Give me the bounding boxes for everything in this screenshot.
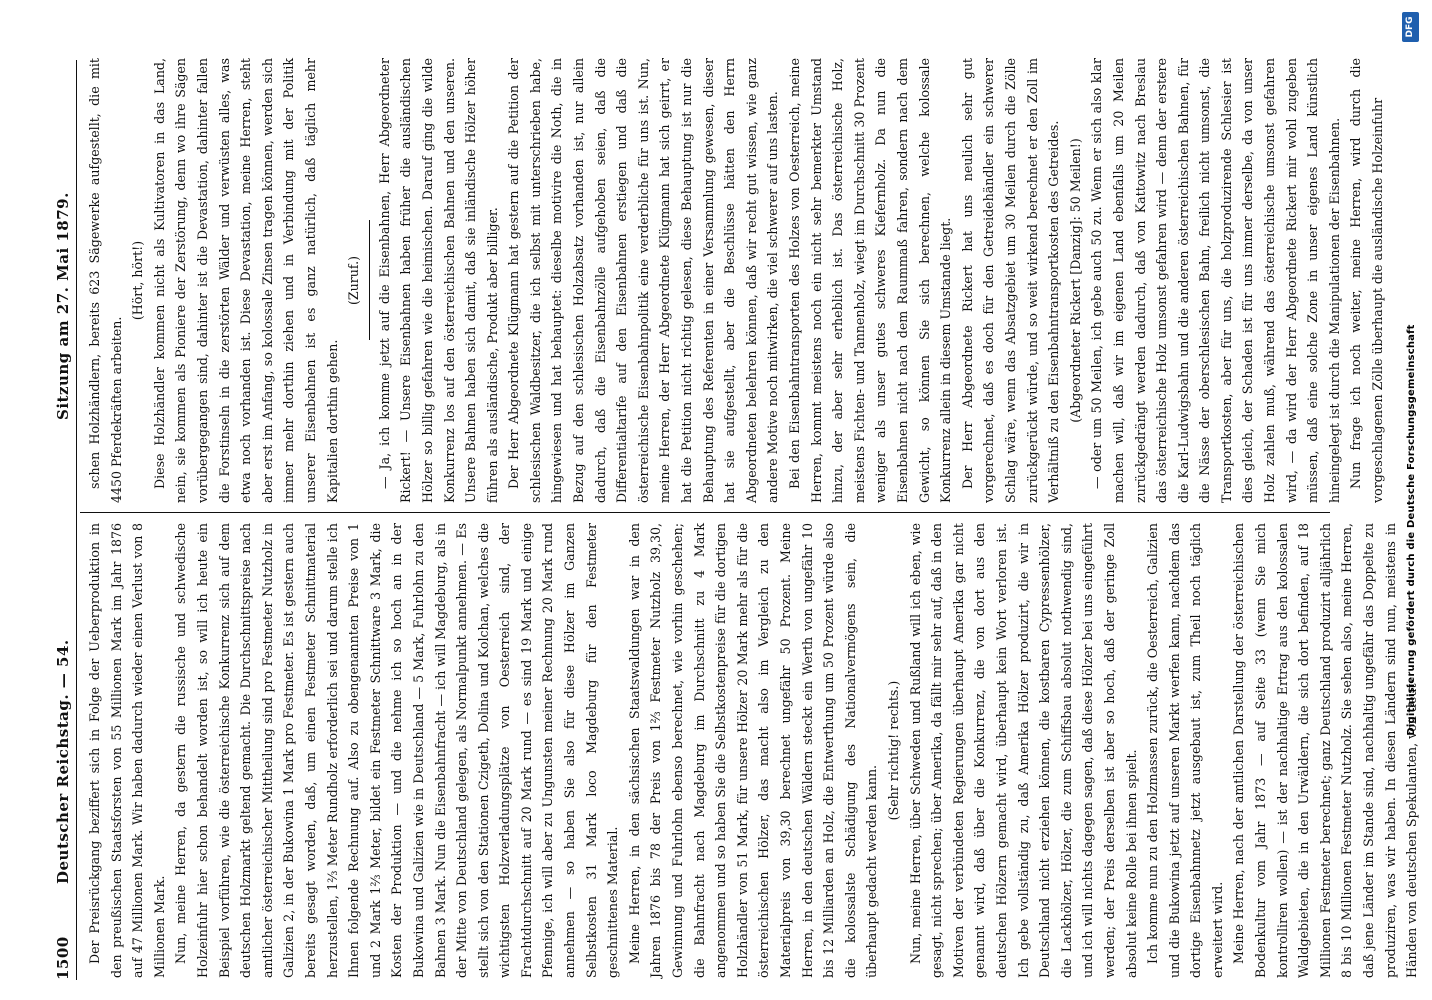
paragraph: schen Holzhändlern, bereits 623 Sägewerke aufgestellt, die mit 4450 Pferdekräften arbeiten. <box>87 58 124 503</box>
paragraph: Bei den Eisenbahntransporten des Holzes von Oesterreich, meine Herren, kommt meistens noch ein nicht sehr bemerkter Umstand hinzu, der aber sehr erheblich ist. Das österreichische Holz, meistens Fichten- und Tannenholz, wiegt im Durchschnitt 30 Prozent weniger als unser gutes schweres Kiefernholz. Da nun die Eisenbahnen nicht nach dem Raummaß fahren, sondern nach dem Gewicht, so können Sie sich berechnen, welche kolossale Konkurrenz allein in diesem Umstande liegt. <box>787 58 954 503</box>
paragraph: — Ja, ich komme jetzt auf die Eisenbahnen, Herr Abgeordneter Rickert! — Unsere Eisenbahnen haben früher die ausländischen Hölzer so billig gefahren wie die heimischen. Darauf ging die wilde Konkurrenz los auf den österreichischen Bahnen und den unseren. Unsere Bahnen haben sich damit, daß sie inländische Hölzer höher führen als ausländische, Produkt aber billiger. <box>376 58 500 503</box>
header-title-left: Deutscher Reichstag. — 54. <box>54 639 72 884</box>
paragraph: Nun, meine Herren, über Schweden und Rußland will ich eben, wie gesagt, nicht sprechen; über Amerika, da fällt mir sehr auf, daß in den Motiven der verbündeten Regierungen überhaupt Amerika gar nicht genannt wird, daß über die Konkurrenz, die von dort aus den deutschen Hölzern gemacht wird, überhaupt kein Wort verloren ist. Ich gebe vollständig zu, daß Amerika Hölzer produzirt, die wir in Deutschland nicht erziehen können, die kostbaren Cypressenhölzer, die Lackhölzer, Hölzer, die zum Schiffsbau absolut nothwendig sind, und ich will nichts dagegen sagen, daß diese Hölzer bei uns eingeführt werden; der Preis derselben ist aber so hoch, daß der geringe Zoll absolut keine Rolle bei ihnen spielt. <box>907 523 1139 978</box>
interjection: (Hört, hört!) <box>130 240 146 321</box>
column-divider <box>80 512 1330 513</box>
paragraph: Der Herr Abgeordnete Klügmann hat gestern auf die Petition der schlesischen Waldbesitzer, die ich selbst mit unterschrieben habe, hingewiesen und hat behauptet: dieselbe motivire die Noth, die in Bezug auf den schlesischen Holzabsatz vorhanden ist, nur allein dadurch, daß die Eisenbahnzölle aufgehoben seien, daß die Differentialtarife auf den Eisenbahnen erstiegen und daß die österreichische Eisenbahnpolitik eine verderbliche für uns ist. Nun, meine Herren, der Herr Abgeordnete Klügmann hat sich geirrt, er hat die Petition nicht richtig gelesen, diese Behauptung ist nur die Behauptung des Referenten in einer Versammlung gewesen, dieser hat sie aufgestellt, aber die Beschlüsse hätten den Herrn Abgeordneten belehren können, daß wir recht gut wissen, wie ganz andere Motive noch mitwirken, die viel schwerer auf uns lasten. <box>506 58 781 503</box>
paragraph: Meine Herren, in den sächsischen Staatswaldungen war in den Jahren 1876 bis 78 der Preis von 1⅔ Festmeter Nutzholz 39,30, Gewinnung und Fuhrlohn ebenso berechnet, wie vorhin geschehen; die Bahnfracht nach Magdeburg im Durchschnitt zu 4 Mark angenommen und so haben Sie die Selbstkostenpreise für die dortigen Holzhändler von 51 Mark, für unsere Hölzer 20 Mark mehr als für die österreichischen Hölzer, das macht also im Vergleich zu den Materialpreis von 39,30 berechnet ungefähr 50 Prozent. Meine Herren, in den deutschen Wäldern steckt ein Werth von ungefähr 10 bis 12 Milliarden an Holz, die Entwerthung um 50 Prozent würde also die kolossalste Schädigung des Nationalvermögens sein, die überhaupt gedacht werden kann. <box>626 523 880 978</box>
credit-text: Digitalisierung gefördert durch die Deutsche Forschungsgemeinschaft <box>1406 324 1417 736</box>
interjection: (Abgeordneter Rickert [Danzig]: 50 Meilen!) <box>1067 138 1083 423</box>
running-header <box>52 60 78 980</box>
dfg-logo: DFG <box>1402 12 1419 42</box>
paragraph: Ich komme nun zu den Holzmassen zurück, die Oesterreich, Galizien und die Bukowina jetzt auf unseren Markt werfen kann, nachdem das dortige Eisenbahnnetz jetzt ausgebaut ist, zum Theil noch täglich erweitert wird. <box>1145 523 1225 978</box>
paragraph: Der Herr Abgeordnete Rickert hat uns neulich sehr gut vorgerechnet, daß es doch für den Getreidehändler ein schwerer Schlag wäre, wenn das Absatzgebiet um 30 Meilen durch die Zölle zurückgerückt würde, und so weit wirkend berechnet er den Zoll im Verhältniß zu den Eisenbahntransportkosten des Getreides. <box>959 58 1062 503</box>
interjection: (Zuruf.) <box>346 255 362 306</box>
text-column-right <box>84 58 1386 503</box>
paragraph: Diese Holzhändler kommen nicht als Kultivatoren in das Land, nein, sie kommen als Pioniere der Zerstörung, denn wo ihre Sägen vorübergegangen sind, dahinter ist die Devastation, dahinter fallen die Forstinseln in die zerstörten Wälder und verwüsten alles, was etwa noch vorhanden ist. Diese Devastation, meine Herren, steht aber erst im Anfang, so kolossale Zinsen tragen können, werden sich immer mehr dorthin ziehen und in Verbindung mit der Politik unserer Eisenbahnen ist es ganz natürlich, daß täglich mehr Kapitalien dorthin gehen. <box>151 58 340 503</box>
interjection: (Sehr richtig! rechts.) <box>885 680 901 821</box>
digitization-credit <box>1400 0 1424 1000</box>
header-rule <box>76 60 77 980</box>
section-separator <box>369 221 370 341</box>
paragraph: Der Preisrückgang beziffert sich in Folge der Ueberproduktion in den preußischen Staatsforsten von 55 Millionen Mark im Jahr 1876 auf 47 Millionen Mark. Wir haben dadurch wieder einen Verlust von 8 Millionen Mark. <box>87 523 167 978</box>
page-number: 1500 <box>54 936 72 980</box>
paragraph: Meine Herren, nach der amtlichen Darstellung der österreichischen Bodenkultur vom Jahr 1873 — auf Seite 33 (wenn Sie mich kontrolliren wollen) — ist der nachhaltige Ertrag aus den kolossalen Waldgebieten, die in den Urwäldern, die sich dort befinden, auf 18 Millionen Festmeter berechnet; ganz Deutschland produzirt alljährlich 8 bis 10 Millionen Festmeter Nutzholz. Sie sehen also, meine Herren, daß jene Länder im Stande sind, nachhaltig ungefähr das Doppelte zu produziren, was wir haben. In diesen Ländern sind nun, meistens in Händen von deutschen Spekulanten, von deut- <box>1231 523 1420 978</box>
paragraph: — oder um 50 Meilen, ich gebe auch 50 zu. Wenn er sich also klar machen will, daß wir im eigenen Land ebenfalls um 20 Meilen zurückgedrängt werden dadurch, daß von Kattowitz nach Breslau das österreichische Holz umsonst gefahren wird — denn der erstere die Karl-Ludwigsbahn und die anderen österreichischen Bahnen, für die Nässe der oberschlesischen Bahn, freilich nicht umsonst, die Transportkosten, aber für uns, die holzproduzirende Schlesier ist dies gleich, der Schaden ist für uns immer derselbe, da von unser Holz zahlen muß, während das österreichische umsonst gefahren wird, — da wird der Herr Abgeordnete Rickert mir wohl zugeben müssen, daß eine solche Zone in unser eigenes Land künstlich hineingelegt ist durch die Manipulationen der Eisenbahnen. <box>1089 58 1342 503</box>
paragraph: Nun frage ich noch weiter, meine Herren, wird durch die vorgeschlagenen Zölle überhaupt die ausländische Holzeinfuhr <box>1348 58 1386 503</box>
header-title-right: Sitzung am 27. Mai 1879. <box>54 192 72 420</box>
paragraph: Nun, meine Herren, da gestern die russische und schwedische Holzeinfuhr hier schon behandelt worden ist, so will ich heute ein Beispiel vorführen, wie die österreichische Konkurrenz sich auf dem deutschen Holzmarkt geltend gemacht. Die Durchschnittspreise nach amtlicher österreichischer Mittheilung sind pro Festmeter Nutzholz in Galizien 2, in der Bukowina 1 Mark pro Festmeter. Es ist gestern auch bereits gesagt worden, daß, um einen Festmeter Schnittmaterial herzustellen, 1⅔ Meter Rundholz erforderlich sei und darum stelle ich Ihnen folgende Rechnung auf. Also zu obengenannten Preise von 1 und 2 Mark 1⅔ Meter, bildet ein Festmeter Schnittware 3 Mark, die Kosten der Produktion — und die nehme ich so hoch an in der Bukowina und Galizien wie in Deutschland — 5 Mark, Fuhrlohn zu den Bahnen 3 Mark. Nun die Eisenbahnfracht — ich will Magdeburg, als in der Mitte von Deutschland gelegen, als Normalpunkt annehmen. — Es stellt sich von den Stationen Czigeth, Dolina und Kolchan, welches die wichtigsten Holzverladungsplätze von Oesterreich sind, der Frachtdurchschnitt auf 20 Mark rund — es sind 19 Mark und einige Pfennige, ich will aber zu Ungunsten meiner Rechnung 20 Mark rund annehmen — so haben Sie also für diese Hölzer im Ganzen Selbstkosten 31 Mark loco Magdeburg für den Festmeter geschnittenes Material. <box>173 523 621 978</box>
